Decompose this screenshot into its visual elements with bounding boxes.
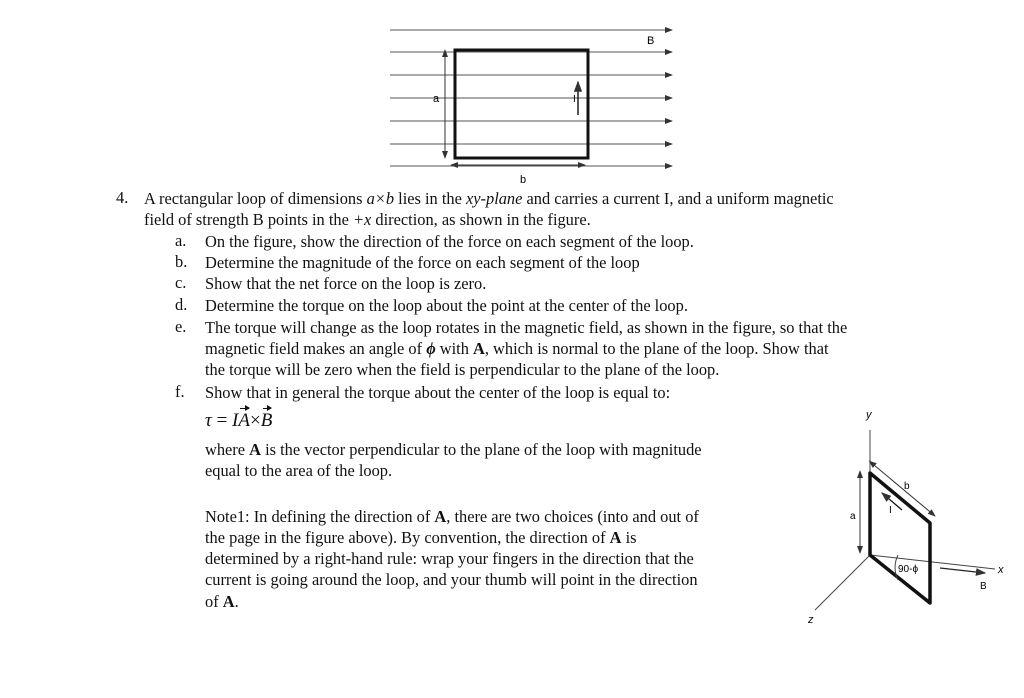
- note-line1: Note1: In defining the direction of A, there are two choices (into and out of: [205, 507, 699, 526]
- torque-equation: τ = IA×B: [205, 410, 273, 431]
- item-a-label: a.: [175, 231, 187, 250]
- vector-A-arrow: A: [238, 410, 250, 431]
- label-I: I: [889, 505, 892, 516]
- rotated-loop: [870, 473, 930, 603]
- item-f-text: Show that in general the torque about the center of the loop is equal to:: [205, 383, 671, 402]
- axis-label-y: y: [866, 409, 872, 421]
- item-d-label: d.: [175, 295, 188, 314]
- figure-loop-in-field: [385, 20, 685, 190]
- plane: xy-plane: [465, 189, 523, 208]
- item-e-line3: the torque will be zero when the field is perpendicular to the plane of the loop.: [205, 360, 720, 379]
- problem-number: 4.: [116, 188, 129, 207]
- where-line2: equal to the area of the loop.: [205, 461, 393, 480]
- item-b-text: Determine the magnitude of the force on each segment of the loop: [205, 253, 640, 272]
- note-line2: the page in the figure above). By convention, the direction of A is: [205, 528, 637, 547]
- item-f-label: f.: [175, 382, 185, 401]
- item-e-line1: The torque will change as the loop rotates in the magnetic field, as shown in the figure, so that the: [205, 318, 848, 337]
- x-axis: [870, 555, 995, 569]
- field-arrow-B: [940, 568, 985, 573]
- direction: +x: [352, 210, 372, 229]
- vector-B-arrow: B: [260, 410, 273, 431]
- item-a-text: On the figure, show the direction of the force on each segment of the loop.: [205, 232, 694, 251]
- item-e-label: e.: [175, 317, 187, 336]
- current-loop: [455, 50, 588, 158]
- label-a: a: [433, 93, 440, 105]
- phi: ϕ: [426, 339, 436, 358]
- label-b: b: [520, 174, 527, 186]
- vector-A: A: [473, 339, 485, 358]
- note-line5: of A.: [205, 592, 239, 611]
- label-a: a: [850, 511, 856, 522]
- problem-intro-line2: field of strength B points in the +x direction, as shown in the figure.: [144, 210, 591, 229]
- item-b-label: b.: [175, 252, 188, 271]
- dims: a×b: [366, 189, 395, 208]
- note-line3: determined by a right-hand rule: wrap your fingers in the direction that the: [205, 549, 694, 568]
- item-d-text: Determine the torque on the loop about the point at the center of the loop.: [205, 296, 688, 315]
- label-I: I: [573, 94, 576, 105]
- label-b: b: [904, 481, 910, 492]
- problem-intro-line1: A rectangular loop of dimensions a×b lies in the xy-plane and carries a current I, and a uniform magnetic: [144, 189, 834, 208]
- item-c-text: Show that the net force on the loop is zero.: [205, 274, 487, 293]
- item-c-label: c.: [175, 273, 187, 292]
- z-axis: [815, 555, 870, 610]
- axis-label-z: z: [808, 614, 814, 626]
- label-B: B: [980, 581, 987, 592]
- note-line4: current is going around the loop, and your thumb will point in the direction: [205, 570, 698, 589]
- figure-rotated-loop: [790, 405, 1015, 635]
- axis-label-x: x: [998, 564, 1004, 576]
- item-e-line2: magnetic field makes an angle of ϕ with A, which is normal to the plane of the loop. Show that: [205, 339, 829, 358]
- where-line1: where A is the vector perpendicular to the plane of the loop with magnitude: [205, 440, 702, 459]
- label-B: B: [647, 35, 655, 47]
- label-angle: 90-ϕ: [898, 564, 919, 575]
